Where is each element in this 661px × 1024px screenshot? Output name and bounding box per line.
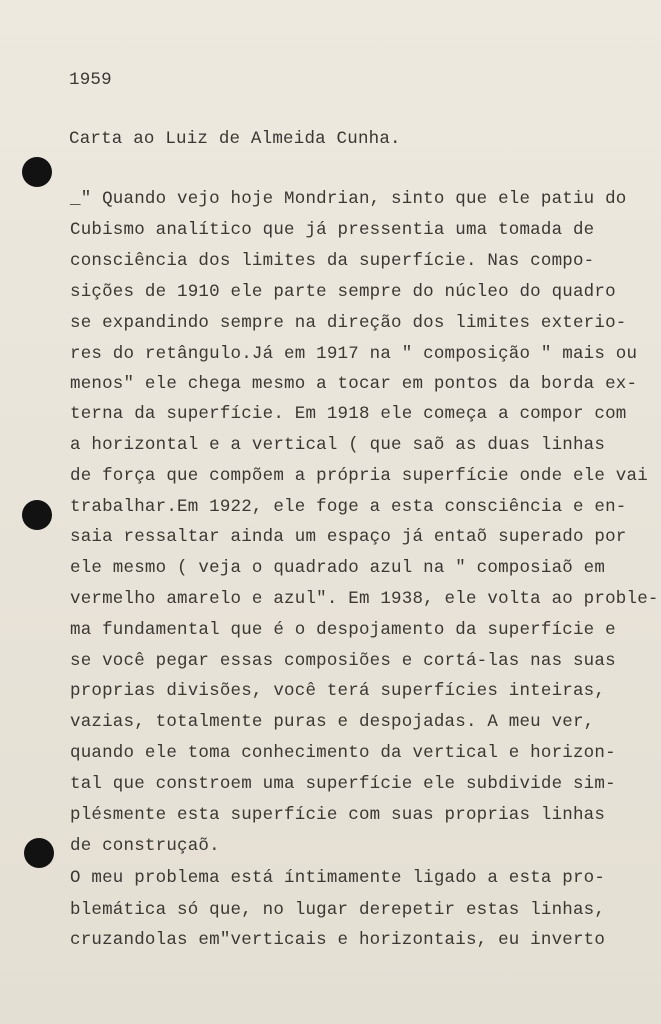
document-year: 1959 [69,70,112,90]
body-line: quando ele toma conhecimento da vertical e horizon- [70,743,616,763]
body-line: tal que constroem uma superfície ele subdivide sim- [70,774,616,794]
body-line: proprias divisões, você terá superfícies inteiras, [70,681,606,701]
body-line: terna da superfície. Em 1918 ele começa a compor com [70,404,627,424]
body-line: cruzandolas em"verticais e horizontais, eu inverto [70,930,606,950]
body-line: se expandindo sempre na direção dos limites exterio- [70,313,627,333]
body-line: saia ressaltar ainda um espaço já entaõ superado por [70,527,627,547]
body-line: plésmente esta superfície com suas proprias linhas [70,805,606,825]
body-line: consciência dos limites da superfície. Nas compo- [70,251,595,271]
body-line: a horizontal e a vertical ( que saõ as duas linhas [70,435,606,455]
body-line: sições de 1910 ele parte sempre do núcleo do quadro [70,282,616,302]
body-line: de construçaõ. [70,836,220,856]
body-line: vermelho amarelo e azul". Em 1938, ele volta ao proble- [70,589,659,609]
body-line: _" Quando vejo hoje Mondrian, sinto que ele patiu do [70,189,627,209]
body-line: blemática só que, no lugar derepetir estas linhas, [70,900,606,920]
body-line: O meu problema está íntimamente ligado a esta pro- [70,868,606,888]
body-line: menos" ele chega mesmo a tocar em pontos da borda ex- [70,374,638,394]
body-line: ma fundamental que é o despojamento da superfície e [70,620,616,640]
body-line: ele mesmo ( veja o quadrado azul na " composiaõ em [70,558,606,578]
body-line: res do retângulo.Já em 1917 na " composição " mais ou [70,344,638,364]
body-line: de força que compõem a própria superfície onde ele vai [70,466,648,486]
body-line: Cubismo analítico que já pressentia uma tomada de [70,220,595,240]
body-line: trabalhar.Em 1922, ele foge a esta consciência e en- [70,497,627,517]
body-line: vazias, totalmente puras e despojadas. A meu ver, [70,712,595,732]
document-heading: Carta ao Luiz de Almeida Cunha. [69,129,401,149]
body-line: se você pegar essas composiões e cortá-las nas suas [70,651,616,671]
